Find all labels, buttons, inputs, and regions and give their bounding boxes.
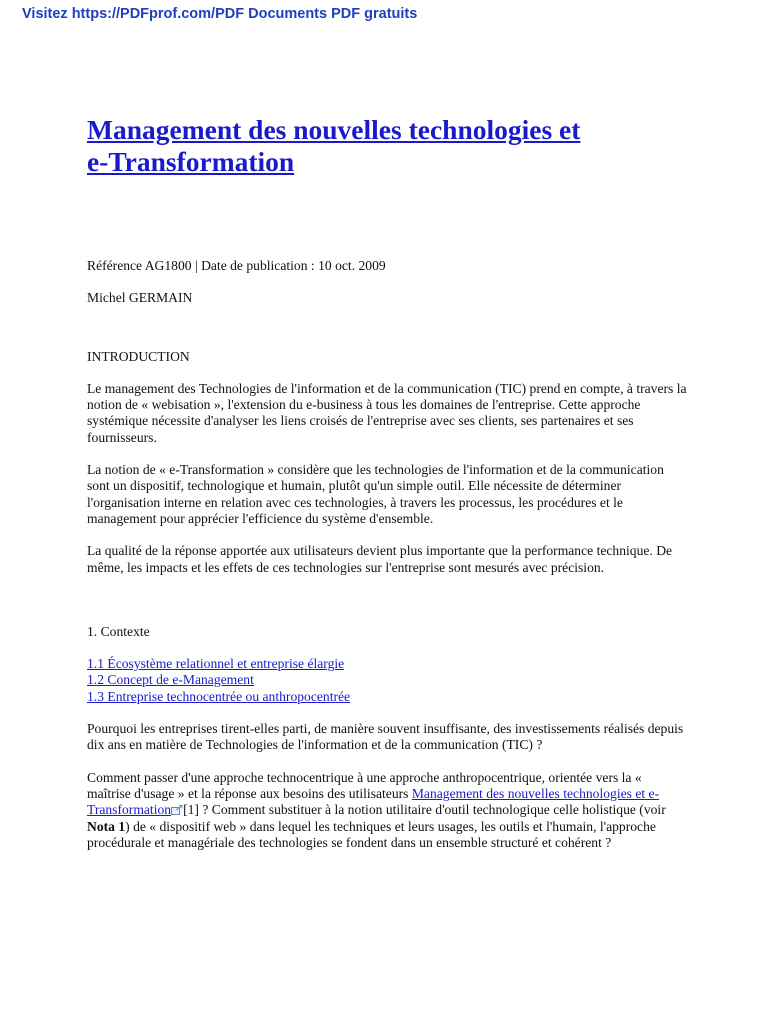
toc-link-1-3[interactable]: 1.3 Entreprise technocentrée ou anthropocentrée bbox=[87, 688, 351, 704]
document-title[interactable] bbox=[87, 114, 687, 178]
intro-paragraph-3: La qualité de la réponse apportée aux utilisateurs devient plus importante que la performance technique. De même, les impacts et les effets de ces technologies sur l'entreprise sont mesurés avec précision. bbox=[87, 543, 673, 575]
final-text-after-bold: ) de « dispositif web » dans lequel les techniques et leurs usages, les outils et l'humain, l'approche procédurale et managériale des technologies se fondent dans un ensemble structuré et cohérent ? bbox=[87, 818, 656, 850]
nota-reference: Nota 1 bbox=[87, 818, 126, 834]
author-name: Michel GERMAIN bbox=[87, 290, 193, 306]
external-link-icon[interactable] bbox=[171, 803, 183, 813]
reference-line: Référence AG1800 | Date de publication : 10 oct. 2009 bbox=[87, 258, 386, 273]
inline-reference-link[interactable]: Management des nouvelles technologies et e-Transformation bbox=[87, 785, 660, 818]
title-line-1[interactable]: Management des nouvelles technologies et bbox=[87, 114, 581, 145]
final-text-after-link: [1] ? Comment substituer à la notion utilitaire d'outil technologique celle holistique (voir bbox=[183, 802, 666, 818]
intro-paragraph-2: La notion de « e-Transformation » considère que les technologies de l'information et de la communication sont un dispositif, technologique et humain, plutôt qu'un simple outil. Elle nécessite de déterminer l'organisation interne en relation avec ces technologies, à travers les processus, les procédures et le management pour apprécier l'efficience du système d'ensemble. bbox=[87, 462, 664, 526]
title-line-2[interactable]: e-Transformation bbox=[87, 146, 295, 177]
final-text-before-link: Comment passer d'une approche technocentrique à une approche anthropocentrique, orientée vers la « maîtrise d'usage » et la réponse aux besoins des utilisateurs bbox=[87, 769, 642, 801]
pdfprof-banner: Visitez https://PDFprof.com/PDF Documents PDF gratuits bbox=[22, 6, 418, 22]
section-heading-contexte: 1. Contexte bbox=[87, 623, 150, 639]
section-heading-introduction: INTRODUCTION bbox=[87, 348, 190, 364]
table-of-contents bbox=[87, 656, 687, 705]
toc-link-1-1[interactable]: 1.1 Écosystème relationnel et entreprise élargie bbox=[87, 656, 345, 672]
question-paragraph: Pourquoi les entreprises tirent-elles parti, de manière souvent insuffisante, des investissements réalisés depuis dix ans en matière de Technologies de l'information et de la communication (TIC) ? bbox=[87, 721, 684, 753]
document-body bbox=[87, 114, 687, 851]
intro-paragraph-1: Le management des Technologies de l'information et de la communication (TIC) prend en compte, à travers la notion de « webisation », l'extension du e-business à tous les domaines de l'entreprise. Cette approche systémique nécessite d'analyser les liens croisés de l'entreprise avec ses clients, ses partenaires et ses fournisseurs. bbox=[87, 380, 687, 445]
toc-link-1-2[interactable]: 1.2 Concept de e-Management bbox=[87, 672, 254, 688]
final-paragraph bbox=[87, 770, 687, 851]
